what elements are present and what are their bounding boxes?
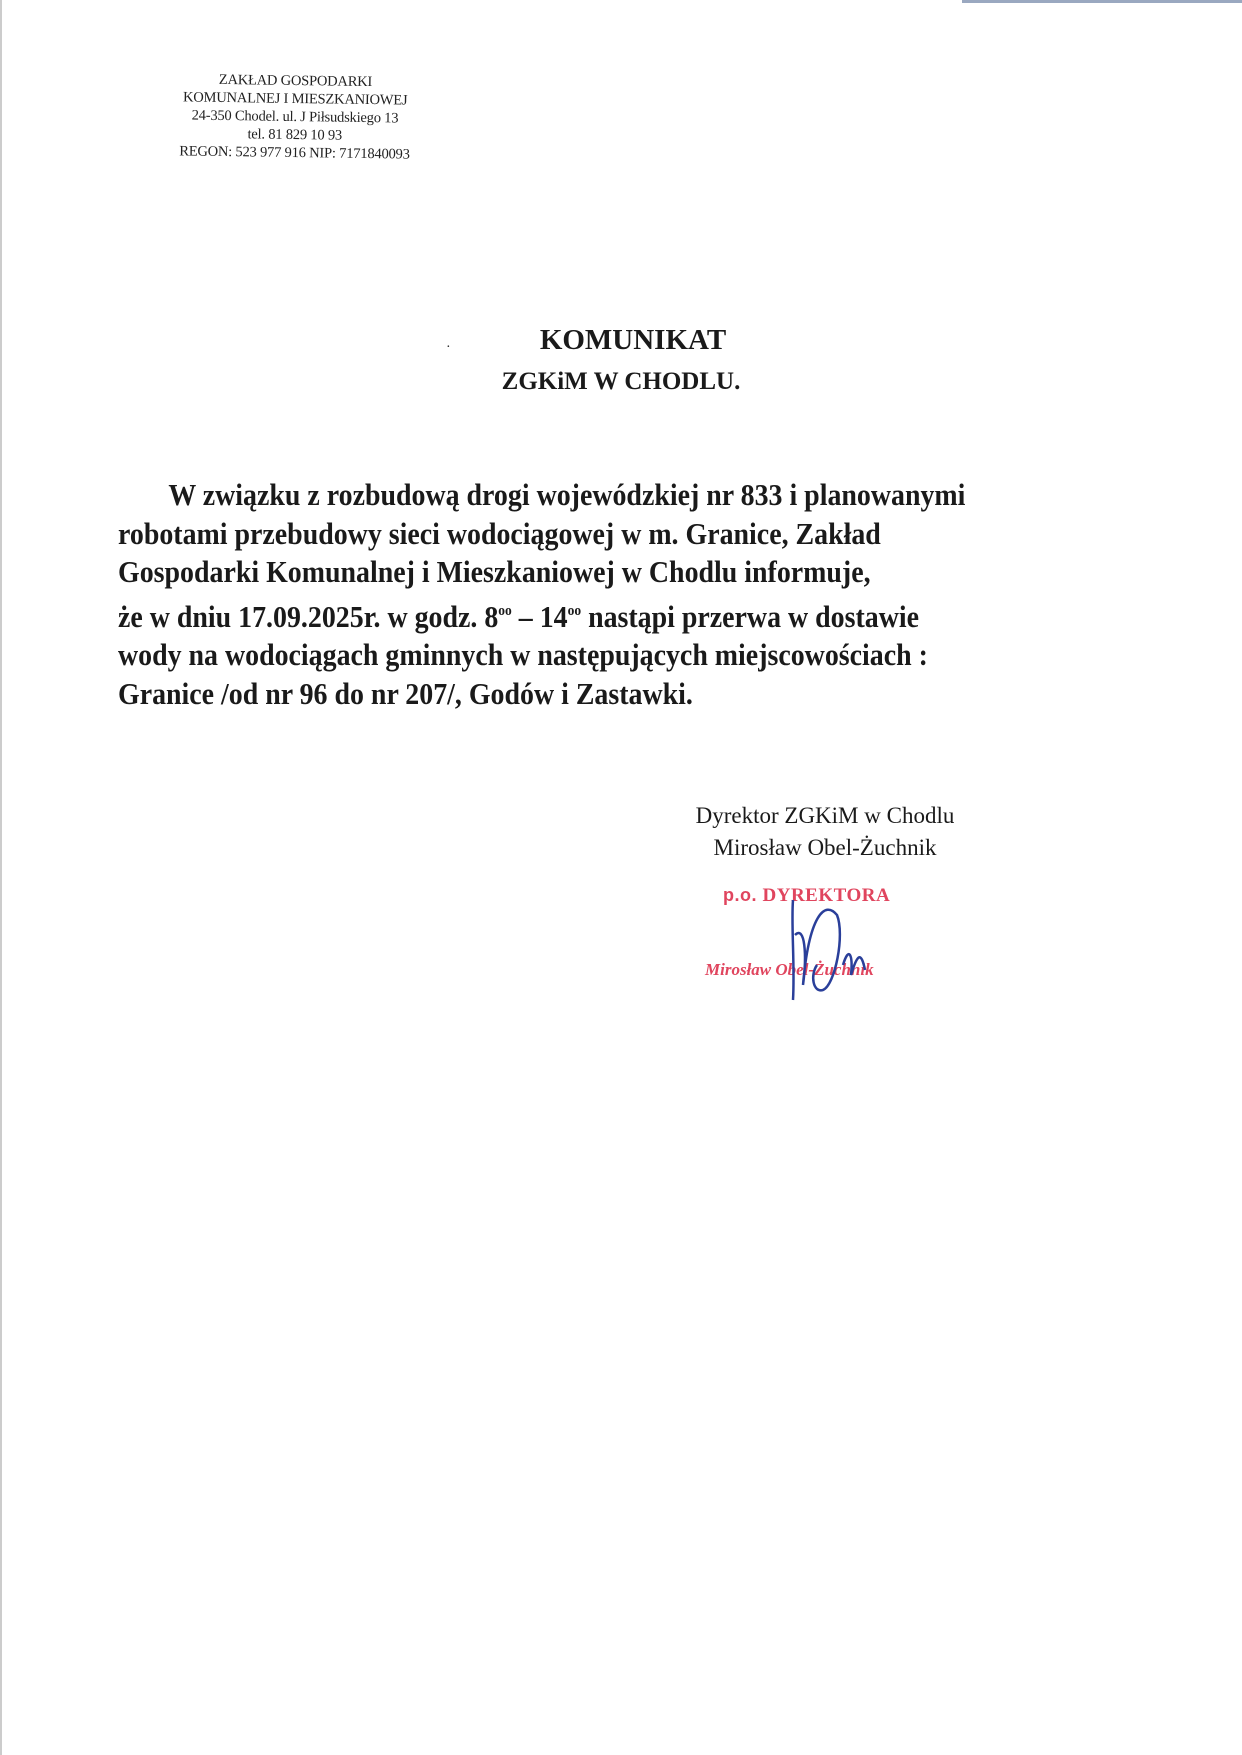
body-text: – 14 — [511, 598, 568, 634]
announcement-body — [118, 476, 1036, 713]
stamp-text: DYREKTORA — [762, 885, 891, 906]
stamp-name: Mirosław Obel-Żuchnik — [705, 960, 874, 979]
letterhead-stamp — [149, 70, 440, 164]
body-line: Gospodarki Komunalnej i Mieszkaniowej w Chodlu informuje, — [118, 554, 871, 589]
body-text: nastąpi przerwa w dostawie — [581, 598, 919, 634]
body-line: robotami przebudowy sieci wodociągowej w m. Granice, Zakład — [118, 515, 881, 551]
body-text: że w dniu 17.09.2025r. w godz. 8 — [118, 598, 499, 634]
scan-dot: · — [446, 340, 451, 355]
letterhead-line: REGON: 523 977 916 NIP: 7171840093 — [179, 143, 410, 163]
document-subtitle: ZGKiM W CHODLU. — [501, 368, 741, 395]
letterhead-line: ZAKŁAD GOSPODARKI — [218, 71, 373, 91]
scan-edge — [0, 0, 2, 1755]
signatory-name: Mirosław Obel-Żuchnik — [713, 835, 937, 860]
time-superscript: oo — [498, 602, 512, 619]
time-superscript: oo — [567, 602, 582, 619]
scan-artifact — [962, 0, 1242, 3]
signatory-title: Dyrektor ZGKiM w Chodlu — [695, 803, 955, 828]
letterhead-line: KOMUNALNEJ I MIESZKANIOWEJ — [182, 89, 408, 109]
handwritten-signature-icon — [765, 895, 905, 1005]
signature-block — [660, 800, 990, 864]
letterhead-line: tel. 81 829 10 93 — [247, 126, 343, 144]
body-line: Granice /od nr 96 do nr 207/, Godów i Zastawki. — [118, 675, 693, 711]
document-title: KOMUNIKAT — [539, 324, 727, 356]
body-line — [118, 592, 1036, 637]
official-stamp — [705, 885, 1005, 1005]
body-line: W związku z rozbudową drogi wojewódzkiej nr 833 i planowanymi — [168, 477, 966, 512]
letterhead-line: 24-350 Chodel. ul. J Piłsudskiego 13 — [191, 107, 399, 127]
body-line: wody na wodociągach gminnych w następujących miejscowościach : — [118, 637, 928, 672]
stamp-text: p.o. — [723, 885, 763, 905]
